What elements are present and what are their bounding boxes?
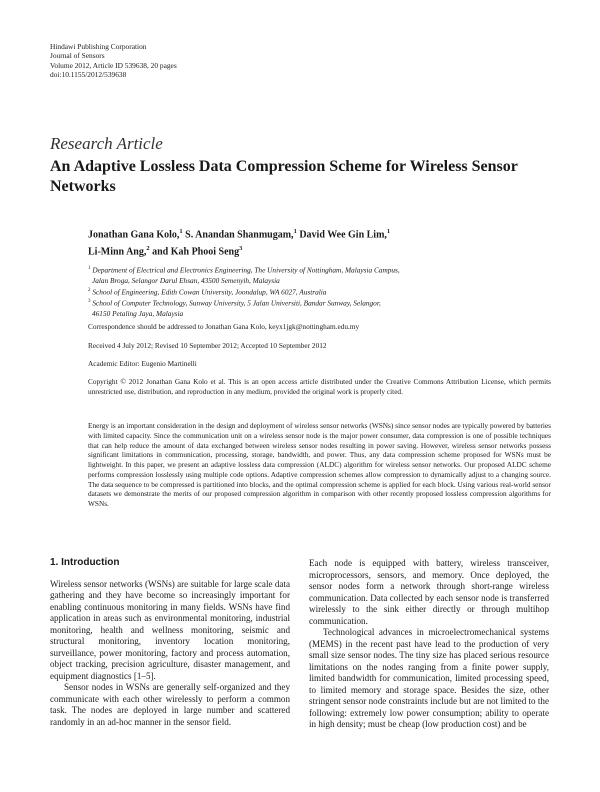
- author-name: Li-Minn Ang,: [88, 246, 147, 258]
- volume-info: Volume 2012, Article ID 539638, 20 pages: [50, 60, 177, 70]
- copyright-notice: Copyright © 2012 Jonathan Gana Kolo et al. This is an open access article distributed under the Creative Commons Attribution License, which permits unrestricted use, distribution, and reproduction in any medium, provided the original work is properly cited.: [88, 377, 551, 396]
- body-paragraph: Each node is equipped with battery, wireless transceiver, microprocessors, sensors, and memory. Once deployed, the sensor nodes form a network through short-range wireless communication. Data collected by each sensor node is transferred wirelessly to the sink either directly or through multihop communication.: [309, 558, 549, 626]
- affiliations: [88, 264, 558, 319]
- correspondence: Correspondence should be addressed to Jonathan Gana Kolo, keyx1jgk@nottingham.edu.my: [88, 322, 360, 331]
- affiliation-line: $^3$ School of Computer Technology, Sunway University, 5 Jalan Universiti, Bandar Sunway, Selangor,: [88, 298, 381, 308]
- section-heading: 1. Introduction: [50, 557, 120, 568]
- author-affiliation-mark: 3: [239, 244, 243, 252]
- journal-name: Journal of Sensors: [50, 51, 105, 61]
- author-affiliation-mark: 1: [386, 228, 391, 235]
- body-paragraph: Sensor nodes in WSNs are generally self-organized and they communicate with each other wirelessly to perform a common task. The nodes are deployed in large number and scattered randomly in an ad-hoc manner in the sensor field.: [50, 682, 290, 727]
- affiliation-line: $^2$ School of Engineering, Edith Cowan University, Joondalup, WA 6027, Australia: [88, 287, 327, 297]
- affiliation-line: 46150 Petaling Jaya, Malaysia: [92, 309, 184, 319]
- author-name: and Kah Phooi Seng: [152, 246, 240, 258]
- author-affiliation-mark: 1: [179, 228, 183, 235]
- author-name: Jonathan Gana Kolo,: [88, 229, 180, 241]
- journal-header: [50, 42, 177, 79]
- author-name: S. Anandan Shanmugam,: [185, 229, 294, 241]
- body-paragraph: Wireless sensor networks (WSNs) are suitable for large scale data gathering and they have become so increasingly important for enabling continuous monitoring in many fields. WSNs have find application in areas such as environmental monitoring, industrial monitoring, health and wellness monitoring, seismic and structural monitoring, inventory location monitoring, surveillance, power monitoring, factory and process automation, object tracking, precision agriculture, disaster management, and equipment diagnostics [1–5].: [50, 578, 290, 681]
- right-column: [309, 558, 549, 731]
- author-name: David Wee Gin Lim,: [299, 229, 387, 241]
- publisher-name: Hindawi Publishing Corporation: [50, 42, 147, 51]
- body-paragraph: Technological advances in microelectromechanical systems (MEMS) in the recent past have lead to the production of very small size sensor nodes. The tiny size has placed serious resource limitations on the nodes ranging from a finite power supply, limited bandwidth for communication, limited processing speed, to limited memory and storage space. Besides the size, other stringent sensor node constraints include but are not limited to the following: extremely low power consumption; ability to operate in high density; must be cheap (low production cost) and be: [309, 627, 549, 729]
- article-type: Research Article: [50, 134, 163, 153]
- author-list: [88, 225, 558, 259]
- affiliation-line: Jalan Broga, Selangor Darul Ehsan, 43500 Semenyih, Malaysia: [92, 275, 280, 285]
- academic-editor: Academic Editor: Eugenio Martinelli: [88, 359, 197, 368]
- abstract: Energy is an important consideration in the design and deployment of wireless sensor networks (WSNs) since sensor nodes are typically powered by batteries with limited capacity. Since the communication unit on a wireless sensor node is the major power consumer, data compression is one of possible techniques that can help reduce the amount of data exchanged between wireless sensor nodes resulting in power saving. However, wireless sensor networks possess significant limitations in communication, processing, storage, bandwidth, and power. Thus, any data compression scheme proposed for WSNs must be lightweight. In this paper, we present an adaptive lossless data compression (ALDC) algorithm for wireless sensor networks. Our proposed ALDC scheme performs compression losslessly using multiple code options. Adaptive compression schemes allow compression to dynamically adjust to a changing source. The data sequence to be compressed is partitioned into blocks, and the optimal compression scheme is applied for each block. Using various real-world sensor datasets we demonstrate the merits of our proposed compression algorithm in comparison with other recently proposed lossless compression algorithms for WSNs.: [88, 421, 551, 508]
- doi[interactable]: doi:10.1155/2012/539638: [50, 69, 127, 79]
- publication-dates: Received 4 July 2012; Revised 10 September 2012; Accepted 10 September 2012: [88, 341, 327, 350]
- author-affiliation-mark: 2: [146, 244, 150, 252]
- affiliation-line: $^1$ Department of Electrical and Electronics Engineering, The University of Nottingham, Malaysia Campus,: [88, 265, 400, 275]
- author-affiliation-mark: 1: [293, 228, 297, 235]
- left-column: [50, 557, 290, 728]
- paper-title: An Adaptive Lossless Data Compression Scheme for Wireless Sensor Networks: [50, 158, 518, 195]
